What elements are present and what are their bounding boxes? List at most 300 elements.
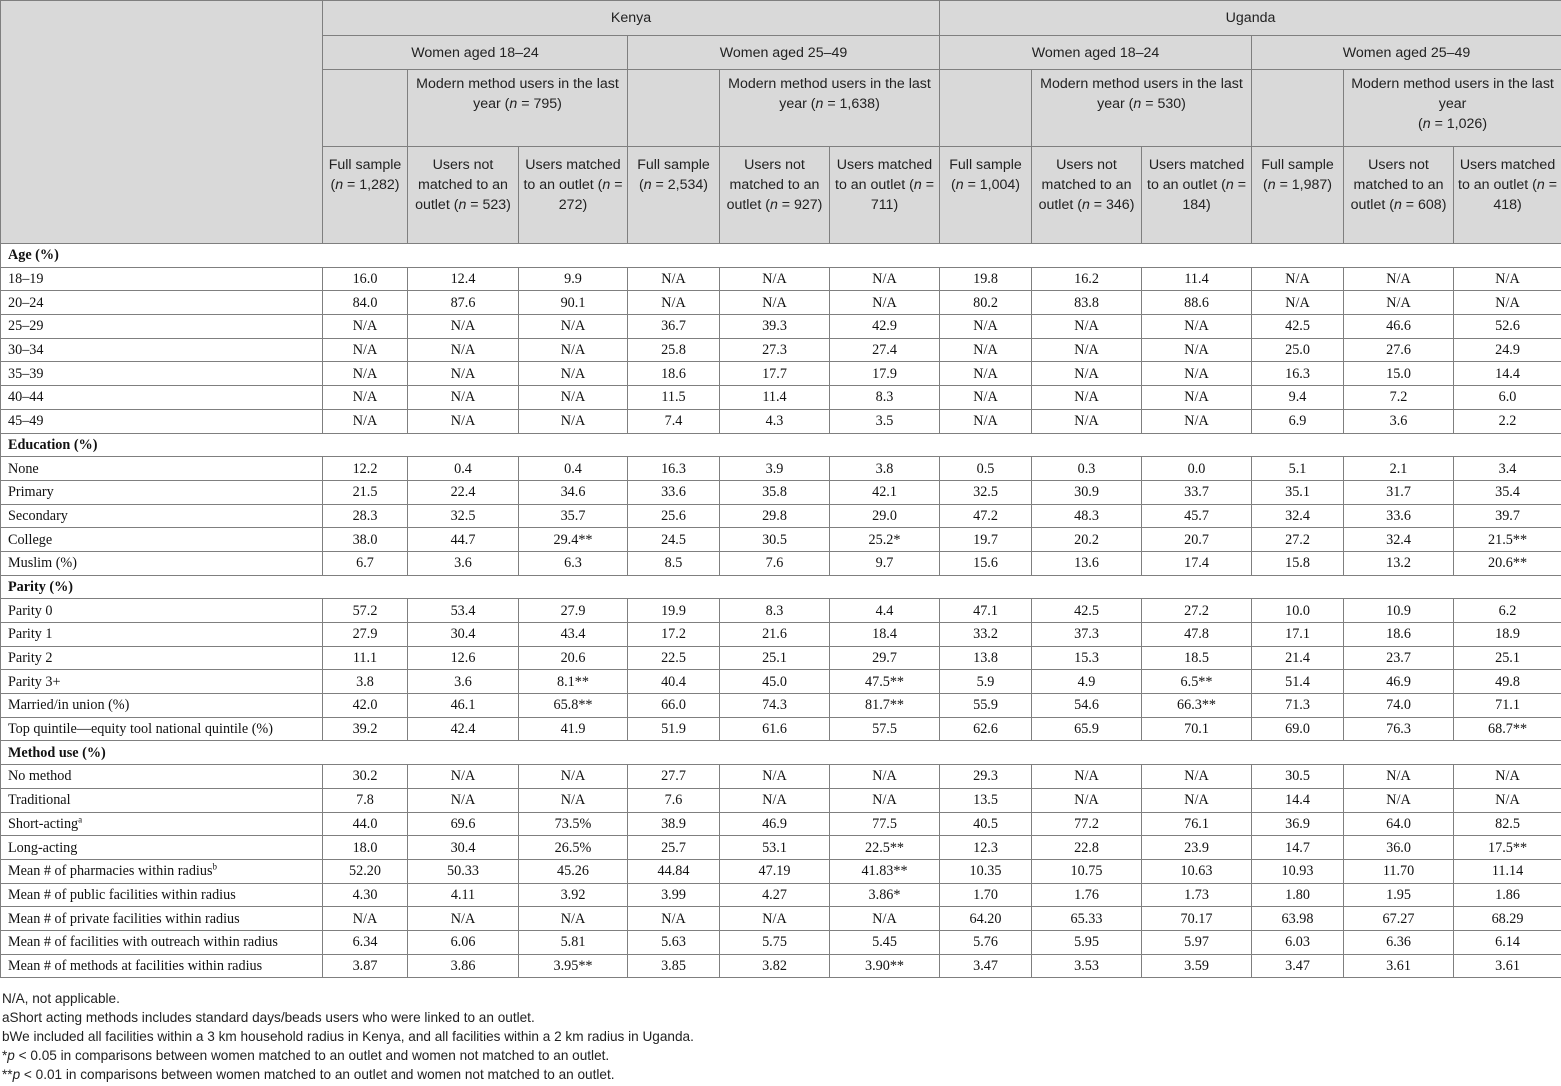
- table-cell: 46.9: [1344, 670, 1454, 694]
- table-cell: N/A: [323, 907, 408, 931]
- table-cell: N/A: [408, 338, 519, 362]
- table-cell: N/A: [408, 907, 519, 931]
- table-cell: 55.9: [940, 694, 1032, 718]
- footnote-p01: **p < 0.01 in comparisons between women matched to an outlet and women not matched to an outlet.: [2, 1067, 615, 1083]
- row-label: Married/in union (%): [1, 694, 323, 718]
- table-cell: N/A: [323, 409, 408, 433]
- table-cell: 11.1: [323, 646, 408, 670]
- table-cell: 84.0: [323, 291, 408, 315]
- table-cell: 9.4: [1252, 386, 1344, 410]
- table-cell: N/A: [720, 291, 830, 315]
- table-cell: N/A: [408, 386, 519, 410]
- table-cell: N/A: [1142, 765, 1252, 789]
- table-cell: 3.95**: [519, 954, 628, 978]
- table-cell: 1.95: [1344, 883, 1454, 907]
- table-cell: 17.2: [628, 623, 720, 647]
- table-cell: 57.5: [830, 717, 940, 741]
- table-cell: 61.6: [720, 717, 830, 741]
- table-cell: N/A: [519, 907, 628, 931]
- table-cell: 82.5: [1454, 812, 1561, 836]
- table-cell: 3.53: [1032, 954, 1142, 978]
- table-cell: 18.6: [628, 362, 720, 386]
- users-header: Modern method users in the last year (n = 1,638): [720, 70, 940, 147]
- table-cell: 4.4: [830, 599, 940, 623]
- table-cell: 13.5: [940, 788, 1032, 812]
- table-cell: N/A: [1344, 267, 1454, 291]
- table-cell: 18.0: [323, 836, 408, 860]
- table-cell: 0.4: [519, 457, 628, 481]
- section-row: [1, 575, 1561, 599]
- table-cell: N/A: [720, 765, 830, 789]
- table-cell: 21.5**: [1454, 528, 1561, 552]
- table-cell: 5.97: [1142, 930, 1252, 954]
- table-cell: N/A: [323, 315, 408, 339]
- table-row: [1, 362, 1561, 386]
- table-cell: N/A: [323, 338, 408, 362]
- table-cell: 25.0: [1252, 338, 1344, 362]
- table-cell: N/A: [940, 409, 1032, 433]
- table-cell: 16.3: [628, 457, 720, 481]
- table-row: [1, 409, 1561, 433]
- table-cell: 47.2: [940, 504, 1032, 528]
- table-cell: 31.7: [1344, 480, 1454, 504]
- table-cell: 12.6: [408, 646, 519, 670]
- table-cell: N/A: [1344, 765, 1454, 789]
- table-cell: 63.98: [1252, 907, 1344, 931]
- table-cell: N/A: [940, 338, 1032, 362]
- table-cell: 6.7: [323, 551, 408, 575]
- table-cell: 28.3: [323, 504, 408, 528]
- table-cell: N/A: [720, 907, 830, 931]
- table-cell: 27.3: [720, 338, 830, 362]
- table-cell: 65.9: [1032, 717, 1142, 741]
- table-cell: 11.70: [1344, 859, 1454, 883]
- table-cell: 21.4: [1252, 646, 1344, 670]
- table-cell: 30.9: [1032, 480, 1142, 504]
- table-cell: 11.5: [628, 386, 720, 410]
- table-cell: N/A: [1142, 788, 1252, 812]
- table-cell: 20.2: [1032, 528, 1142, 552]
- table-cell: 71.1: [1454, 694, 1561, 718]
- table-cell: 3.99: [628, 883, 720, 907]
- table-row: [1, 623, 1561, 647]
- footnote-b: bWe included all facilities within a 3 km household radius in Kenya, and all facilities within a 2 km radius in Uganda.: [2, 1029, 694, 1045]
- table-cell: 18.9: [1454, 623, 1561, 647]
- table-cell: 10.93: [1252, 859, 1344, 883]
- table-cell: 3.86: [408, 954, 519, 978]
- table-cell: 6.0: [1454, 386, 1561, 410]
- table-cell: N/A: [408, 362, 519, 386]
- table-cell: 30.4: [408, 623, 519, 647]
- table-cell: 21.6: [720, 623, 830, 647]
- table-cell: 64.0: [1344, 812, 1454, 836]
- table-cell: 41.9: [519, 717, 628, 741]
- table-cell: 25.7: [628, 836, 720, 860]
- table-cell: 6.34: [323, 930, 408, 954]
- table-cell: 40.5: [940, 812, 1032, 836]
- table-cell: N/A: [940, 386, 1032, 410]
- empty-header-cell: [323, 70, 408, 147]
- footnote-a: aShort acting methods includes standard days/beads users who were linked to an outlet.: [2, 1010, 535, 1026]
- column-header: Users not matched to an outlet (n = 927): [720, 147, 830, 244]
- table-cell: 9.7: [830, 551, 940, 575]
- table-cell: 87.6: [408, 291, 519, 315]
- group-header: Women aged 18–24: [323, 36, 628, 70]
- table-cell: 29.3: [940, 765, 1032, 789]
- table-cell: 42.5: [1252, 315, 1344, 339]
- table-cell: 7.6: [628, 788, 720, 812]
- table-cell: 27.2: [1142, 599, 1252, 623]
- table-cell: 22.4: [408, 480, 519, 504]
- section-row: [1, 741, 1561, 765]
- section-row: [1, 244, 1561, 268]
- table-cell: 29.4**: [519, 528, 628, 552]
- table-cell: 46.6: [1344, 315, 1454, 339]
- table-row: [1, 528, 1561, 552]
- table-cell: 76.1: [1142, 812, 1252, 836]
- section-heading: Parity (%): [1, 575, 1561, 599]
- column-header: Users matched to an outlet (n = 418): [1454, 147, 1561, 244]
- table-cell: 65.33: [1032, 907, 1142, 931]
- table-cell: N/A: [830, 788, 940, 812]
- table-cell: 41.83**: [830, 859, 940, 883]
- section-heading: Method use (%): [1, 741, 1561, 765]
- table-row: [1, 646, 1561, 670]
- table-cell: 3.92: [519, 883, 628, 907]
- table-cell: 44.7: [408, 528, 519, 552]
- table-cell: 27.9: [519, 599, 628, 623]
- table-cell: 51.9: [628, 717, 720, 741]
- table-cell: 13.6: [1032, 551, 1142, 575]
- table-cell: 5.9: [940, 670, 1032, 694]
- table-cell: 42.5: [1032, 599, 1142, 623]
- table-cell: 24.9: [1454, 338, 1561, 362]
- row-label: Traditional: [1, 788, 323, 812]
- table-cell: N/A: [628, 907, 720, 931]
- table-row: [1, 267, 1561, 291]
- table-cell: 17.1: [1252, 623, 1344, 647]
- row-label: Mean # of methods at facilities within radius: [1, 954, 323, 978]
- table-cell: 3.90**: [830, 954, 940, 978]
- row-label: Short-acting$^a$: [1, 812, 323, 836]
- row-label: Secondary: [1, 504, 323, 528]
- table-cell: 14.4: [1454, 362, 1561, 386]
- table-cell: 25.1: [1454, 646, 1561, 670]
- table-cell: 17.9: [830, 362, 940, 386]
- table-cell: 51.4: [1252, 670, 1344, 694]
- table-row: [1, 883, 1561, 907]
- table-row: [1, 457, 1561, 481]
- row-label: Primary: [1, 480, 323, 504]
- table-cell: 27.9: [323, 623, 408, 647]
- table-cell: 44.84: [628, 859, 720, 883]
- table-cell: 5.75: [720, 930, 830, 954]
- table-cell: N/A: [830, 765, 940, 789]
- table-cell: 68.7**: [1454, 717, 1561, 741]
- table-cell: 10.0: [1252, 599, 1344, 623]
- table-cell: 5.63: [628, 930, 720, 954]
- table-cell: 52.6: [1454, 315, 1561, 339]
- table-cell: 32.4: [1252, 504, 1344, 528]
- table-cell: N/A: [1142, 386, 1252, 410]
- table-cell: 10.35: [940, 859, 1032, 883]
- table-cell: 15.0: [1344, 362, 1454, 386]
- column-header: Users matched to an outlet (n = 184): [1142, 147, 1252, 244]
- table-cell: 64.20: [940, 907, 1032, 931]
- table-cell: 38.9: [628, 812, 720, 836]
- table-cell: 2.1: [1344, 457, 1454, 481]
- table-cell: 0.3: [1032, 457, 1142, 481]
- row-label: Parity 1: [1, 623, 323, 647]
- table-cell: 1.80: [1252, 883, 1344, 907]
- footnote-p05: *p < 0.05 in comparisons between women matched to an outlet and women not matched to an outlet.: [2, 1048, 610, 1064]
- table-cell: N/A: [628, 267, 720, 291]
- table-cell: 53.1: [720, 836, 830, 860]
- table-cell: 4.11: [408, 883, 519, 907]
- table-cell: N/A: [519, 788, 628, 812]
- row-label: Muslim (%): [1, 551, 323, 575]
- table-cell: N/A: [519, 338, 628, 362]
- table-cell: N/A: [408, 315, 519, 339]
- table-cell: 3.8: [830, 457, 940, 481]
- table-cell: N/A: [1032, 409, 1142, 433]
- table-cell: 3.6: [408, 551, 519, 575]
- table-cell: 5.81: [519, 930, 628, 954]
- column-header: Users matched to an outlet (n = 272): [519, 147, 628, 244]
- table-cell: 16.0: [323, 267, 408, 291]
- table-cell: 65.8**: [519, 694, 628, 718]
- table-cell: 32.5: [408, 504, 519, 528]
- section-heading: Education (%): [1, 433, 1561, 457]
- table-cell: 73.5%: [519, 812, 628, 836]
- table-cell: 30.5: [1252, 765, 1344, 789]
- table-cell: 19.8: [940, 267, 1032, 291]
- column-header: Users not matched to an outlet (n = 608): [1344, 147, 1454, 244]
- column-header: Users not matched to an outlet (n = 346): [1032, 147, 1142, 244]
- table-cell: 46.1: [408, 694, 519, 718]
- table-cell: N/A: [1032, 315, 1142, 339]
- table-cell: 4.27: [720, 883, 830, 907]
- table-cell: 0.5: [940, 457, 1032, 481]
- table-cell: 29.8: [720, 504, 830, 528]
- row-label: Parity 3+: [1, 670, 323, 694]
- table-cell: 70.17: [1142, 907, 1252, 931]
- table-cell: 70.1: [1142, 717, 1252, 741]
- table-cell: N/A: [720, 267, 830, 291]
- table-cell: 17.5**: [1454, 836, 1561, 860]
- table-cell: 18.4: [830, 623, 940, 647]
- table-cell: 66.0: [628, 694, 720, 718]
- table-cell: N/A: [830, 267, 940, 291]
- table-footnotes: [0, 978, 1561, 1084]
- table-cell: N/A: [830, 907, 940, 931]
- table-cell: 26.5%: [519, 836, 628, 860]
- table-cell: 40.4: [628, 670, 720, 694]
- table-cell: 29.0: [830, 504, 940, 528]
- table-cell: 47.5**: [830, 670, 940, 694]
- table-cell: N/A: [1142, 315, 1252, 339]
- table-cell: 67.27: [1344, 907, 1454, 931]
- table-cell: 27.4: [830, 338, 940, 362]
- table-cell: 46.9: [720, 812, 830, 836]
- table-cell: 4.9: [1032, 670, 1142, 694]
- table-cell: 42.9: [830, 315, 940, 339]
- table-row: [1, 291, 1561, 315]
- table-cell: 3.6: [1344, 409, 1454, 433]
- table-cell: N/A: [408, 788, 519, 812]
- table-row: [1, 717, 1561, 741]
- table-cell: N/A: [408, 409, 519, 433]
- group-header: Women aged 18–24: [940, 36, 1252, 70]
- table-cell: 19.9: [628, 599, 720, 623]
- table-cell: 69.0: [1252, 717, 1344, 741]
- table-cell: 5.76: [940, 930, 1032, 954]
- table-cell: 68.29: [1454, 907, 1561, 931]
- table-cell: 33.6: [628, 480, 720, 504]
- table-cell: 5.95: [1032, 930, 1142, 954]
- table-cell: 22.8: [1032, 836, 1142, 860]
- table-cell: 20.6: [519, 646, 628, 670]
- table-cell: N/A: [1142, 338, 1252, 362]
- table-cell: 14.7: [1252, 836, 1344, 860]
- row-label: Top quintile—equity tool national quintile (%): [1, 717, 323, 741]
- row-label: 40–44: [1, 386, 323, 410]
- table-cell: 7.2: [1344, 386, 1454, 410]
- table-cell: 3.86*: [830, 883, 940, 907]
- table-cell: 12.2: [323, 457, 408, 481]
- table-row: [1, 788, 1561, 812]
- table-cell: 76.3: [1344, 717, 1454, 741]
- table-cell: 43.4: [519, 623, 628, 647]
- table-cell: 3.6: [408, 670, 519, 694]
- table-row: [1, 836, 1561, 860]
- table-cell: 69.6: [408, 812, 519, 836]
- table-cell: 29.7: [830, 646, 940, 670]
- table-cell: 15.6: [940, 551, 1032, 575]
- table-cell: N/A: [1454, 267, 1561, 291]
- table-cell: 74.3: [720, 694, 830, 718]
- table-cell: 80.2: [940, 291, 1032, 315]
- table-cell: 90.1: [519, 291, 628, 315]
- table-cell: 6.3: [519, 551, 628, 575]
- table-cell: 52.20: [323, 859, 408, 883]
- table-cell: 77.2: [1032, 812, 1142, 836]
- table-cell: 22.5**: [830, 836, 940, 860]
- table-cell: 25.1: [720, 646, 830, 670]
- section-row: [1, 433, 1561, 457]
- table-row: [1, 338, 1561, 362]
- table-cell: N/A: [830, 291, 940, 315]
- table-header: [1, 1, 1561, 244]
- table-cell: 7.4: [628, 409, 720, 433]
- header-corner: [1, 1, 323, 244]
- table-cell: 25.6: [628, 504, 720, 528]
- row-label: No method: [1, 765, 323, 789]
- table-cell: N/A: [519, 765, 628, 789]
- table-cell: 15.8: [1252, 551, 1344, 575]
- table-cell: 44.0: [323, 812, 408, 836]
- table-cell: 33.2: [940, 623, 1032, 647]
- table-cell: 8.3: [830, 386, 940, 410]
- table-cell: 1.76: [1032, 883, 1142, 907]
- table-cell: N/A: [1032, 338, 1142, 362]
- table-cell: 6.2: [1454, 599, 1561, 623]
- row-label: Mean # of pharmacies within radius$^b$: [1, 859, 323, 883]
- table-cell: 15.3: [1032, 646, 1142, 670]
- table-cell: 1.86: [1454, 883, 1561, 907]
- table-cell: 13.8: [940, 646, 1032, 670]
- table-cell: 3.4: [1454, 457, 1561, 481]
- table-cell: 14.4: [1252, 788, 1344, 812]
- footnote-na: N/A, not applicable.: [2, 991, 120, 1007]
- table-cell: 33.6: [1344, 504, 1454, 528]
- table-cell: 35.4: [1454, 480, 1561, 504]
- table-cell: 2.2: [1454, 409, 1561, 433]
- table-cell: 10.75: [1032, 859, 1142, 883]
- table-cell: 3.61: [1344, 954, 1454, 978]
- row-label: 20–24: [1, 291, 323, 315]
- table-cell: 24.5: [628, 528, 720, 552]
- table-cell: 77.5: [830, 812, 940, 836]
- table-cell: N/A: [940, 362, 1032, 386]
- table-cell: 36.0: [1344, 836, 1454, 860]
- table-cell: 1.73: [1142, 883, 1252, 907]
- row-label: Long-acting: [1, 836, 323, 860]
- table-cell: 18.5: [1142, 646, 1252, 670]
- table-cell: 6.5**: [1142, 670, 1252, 694]
- table-cell: 36.7: [628, 315, 720, 339]
- table-cell: 3.5: [830, 409, 940, 433]
- table-cell: 48.3: [1032, 504, 1142, 528]
- table-cell: 13.2: [1344, 551, 1454, 575]
- table-cell: 42.0: [323, 694, 408, 718]
- table-cell: N/A: [519, 409, 628, 433]
- row-label: Parity 2: [1, 646, 323, 670]
- table-cell: 22.5: [628, 646, 720, 670]
- table-cell: 20.7: [1142, 528, 1252, 552]
- table-cell: N/A: [1454, 788, 1561, 812]
- table-cell: 54.6: [1032, 694, 1142, 718]
- table-cell: 66.3**: [1142, 694, 1252, 718]
- table-cell: 4.3: [720, 409, 830, 433]
- table-cell: 20.6**: [1454, 551, 1561, 575]
- group-header: Women aged 25–49: [1252, 36, 1561, 70]
- table-cell: N/A: [940, 315, 1032, 339]
- table-cell: 30.5: [720, 528, 830, 552]
- table-cell: N/A: [323, 362, 408, 386]
- row-label: Mean # of public facilities within radius: [1, 883, 323, 907]
- table-cell: 12.3: [940, 836, 1032, 860]
- table-cell: 23.7: [1344, 646, 1454, 670]
- table-cell: N/A: [1252, 291, 1344, 315]
- table-cell: 3.85: [628, 954, 720, 978]
- table-row: [1, 930, 1561, 954]
- table-cell: 53.4: [408, 599, 519, 623]
- users-header: Modern method users in the last year (n = 795): [408, 70, 628, 147]
- table-cell: N/A: [628, 291, 720, 315]
- table-cell: N/A: [1142, 409, 1252, 433]
- group-header: Women aged 25–49: [628, 36, 940, 70]
- row-label: None: [1, 457, 323, 481]
- table-cell: N/A: [408, 765, 519, 789]
- table-row: [1, 551, 1561, 575]
- row-label: Parity 0: [1, 599, 323, 623]
- table-row: [1, 859, 1561, 883]
- table-cell: 3.47: [940, 954, 1032, 978]
- table-cell: 5.1: [1252, 457, 1344, 481]
- table-cell: 62.6: [940, 717, 1032, 741]
- table-cell: 11.4: [720, 386, 830, 410]
